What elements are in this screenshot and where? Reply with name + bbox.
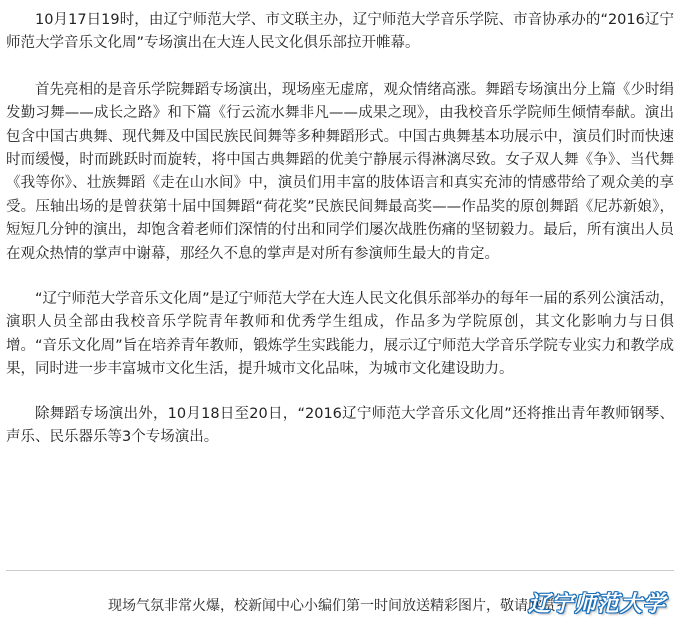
paragraph-music-week: “辽宁师范大学音乐文化周”是辽宁师范大学在大连人民文化俱乐部举办的每年一届的系列公演活动，演职人员全部由我校音乐学院青年教师和优秀学生组成，作品多为学院原创，其文化影响力与日俱增。“音乐文化周”旨在培养青年教师，锻炼学生实践能力，展示辽宁师范大学音乐学院专业实力和教学成果，同时进一步丰富城市文化生活，提升城市文化品味，为城市文化建设助力。 [6,291,674,378]
photo-caption: 现场气氛非常火爆，校新闻中心小编们第一时间放送精彩图片，敬请欣赏~ [108,598,568,614]
article-body [6,0,674,450]
university-watermark: 辽宁师范大学 [528,592,667,617]
section-divider [6,570,674,571]
paragraph-upcoming-shows: 除舞蹈专场演出外，10月18日至20日，“2016辽宁师范大学音乐文化周”还将推出青年教师钢琴、声乐、民乐器乐等3个专场演出。 [6,405,674,446]
paragraph-dance-performance: 首先亮相的是音乐学院舞蹈专场演出，现场座无虚席，观众情绪高涨。舞蹈专场演出分上篇《少时绢发勤习舞——成长之路》和下篇《行云流水舞非凡——成果之现》，由我校音乐学院师生倾情奉献。演出包含中国古典舞、现代舞及中国民族民间舞等多种舞蹈形式。中国古典舞基本功展示中，演员们时而快速时而缓慢，时而跳跃时而旋转，将中国古典舞蹈的优美宁静展示得淋漓尽致。女子双人舞《争》、当代舞《我等你》、壮族舞蹈《走在山水间》中，演员们用丰富的肢体语言和真实充沛的情感带给了观众美的享受。压轴出场的是曾获第十届中国舞蹈“荷花奖”民族民间舞最高奖——作品奖的原创舞蹈《尼苏新娘》，短短几分钟的演出，却饱含着老师们深情的付出和同学们屡次战胜伤痛的坚韧毅力。最后，所有演出人员在观众热情的掌声中谢幕，那经久不息的掌声是对所有参演师生最大的肯定。 [6,81,674,262]
paragraph-intro: 10月17日19时，由辽宁师范大学、市文联主办，辽宁师范大学音乐学院、市音协承办的“2016辽宁师范大学音乐文化周”专场演出在大连人民文化俱乐部拉开帷幕。 [6,12,674,52]
